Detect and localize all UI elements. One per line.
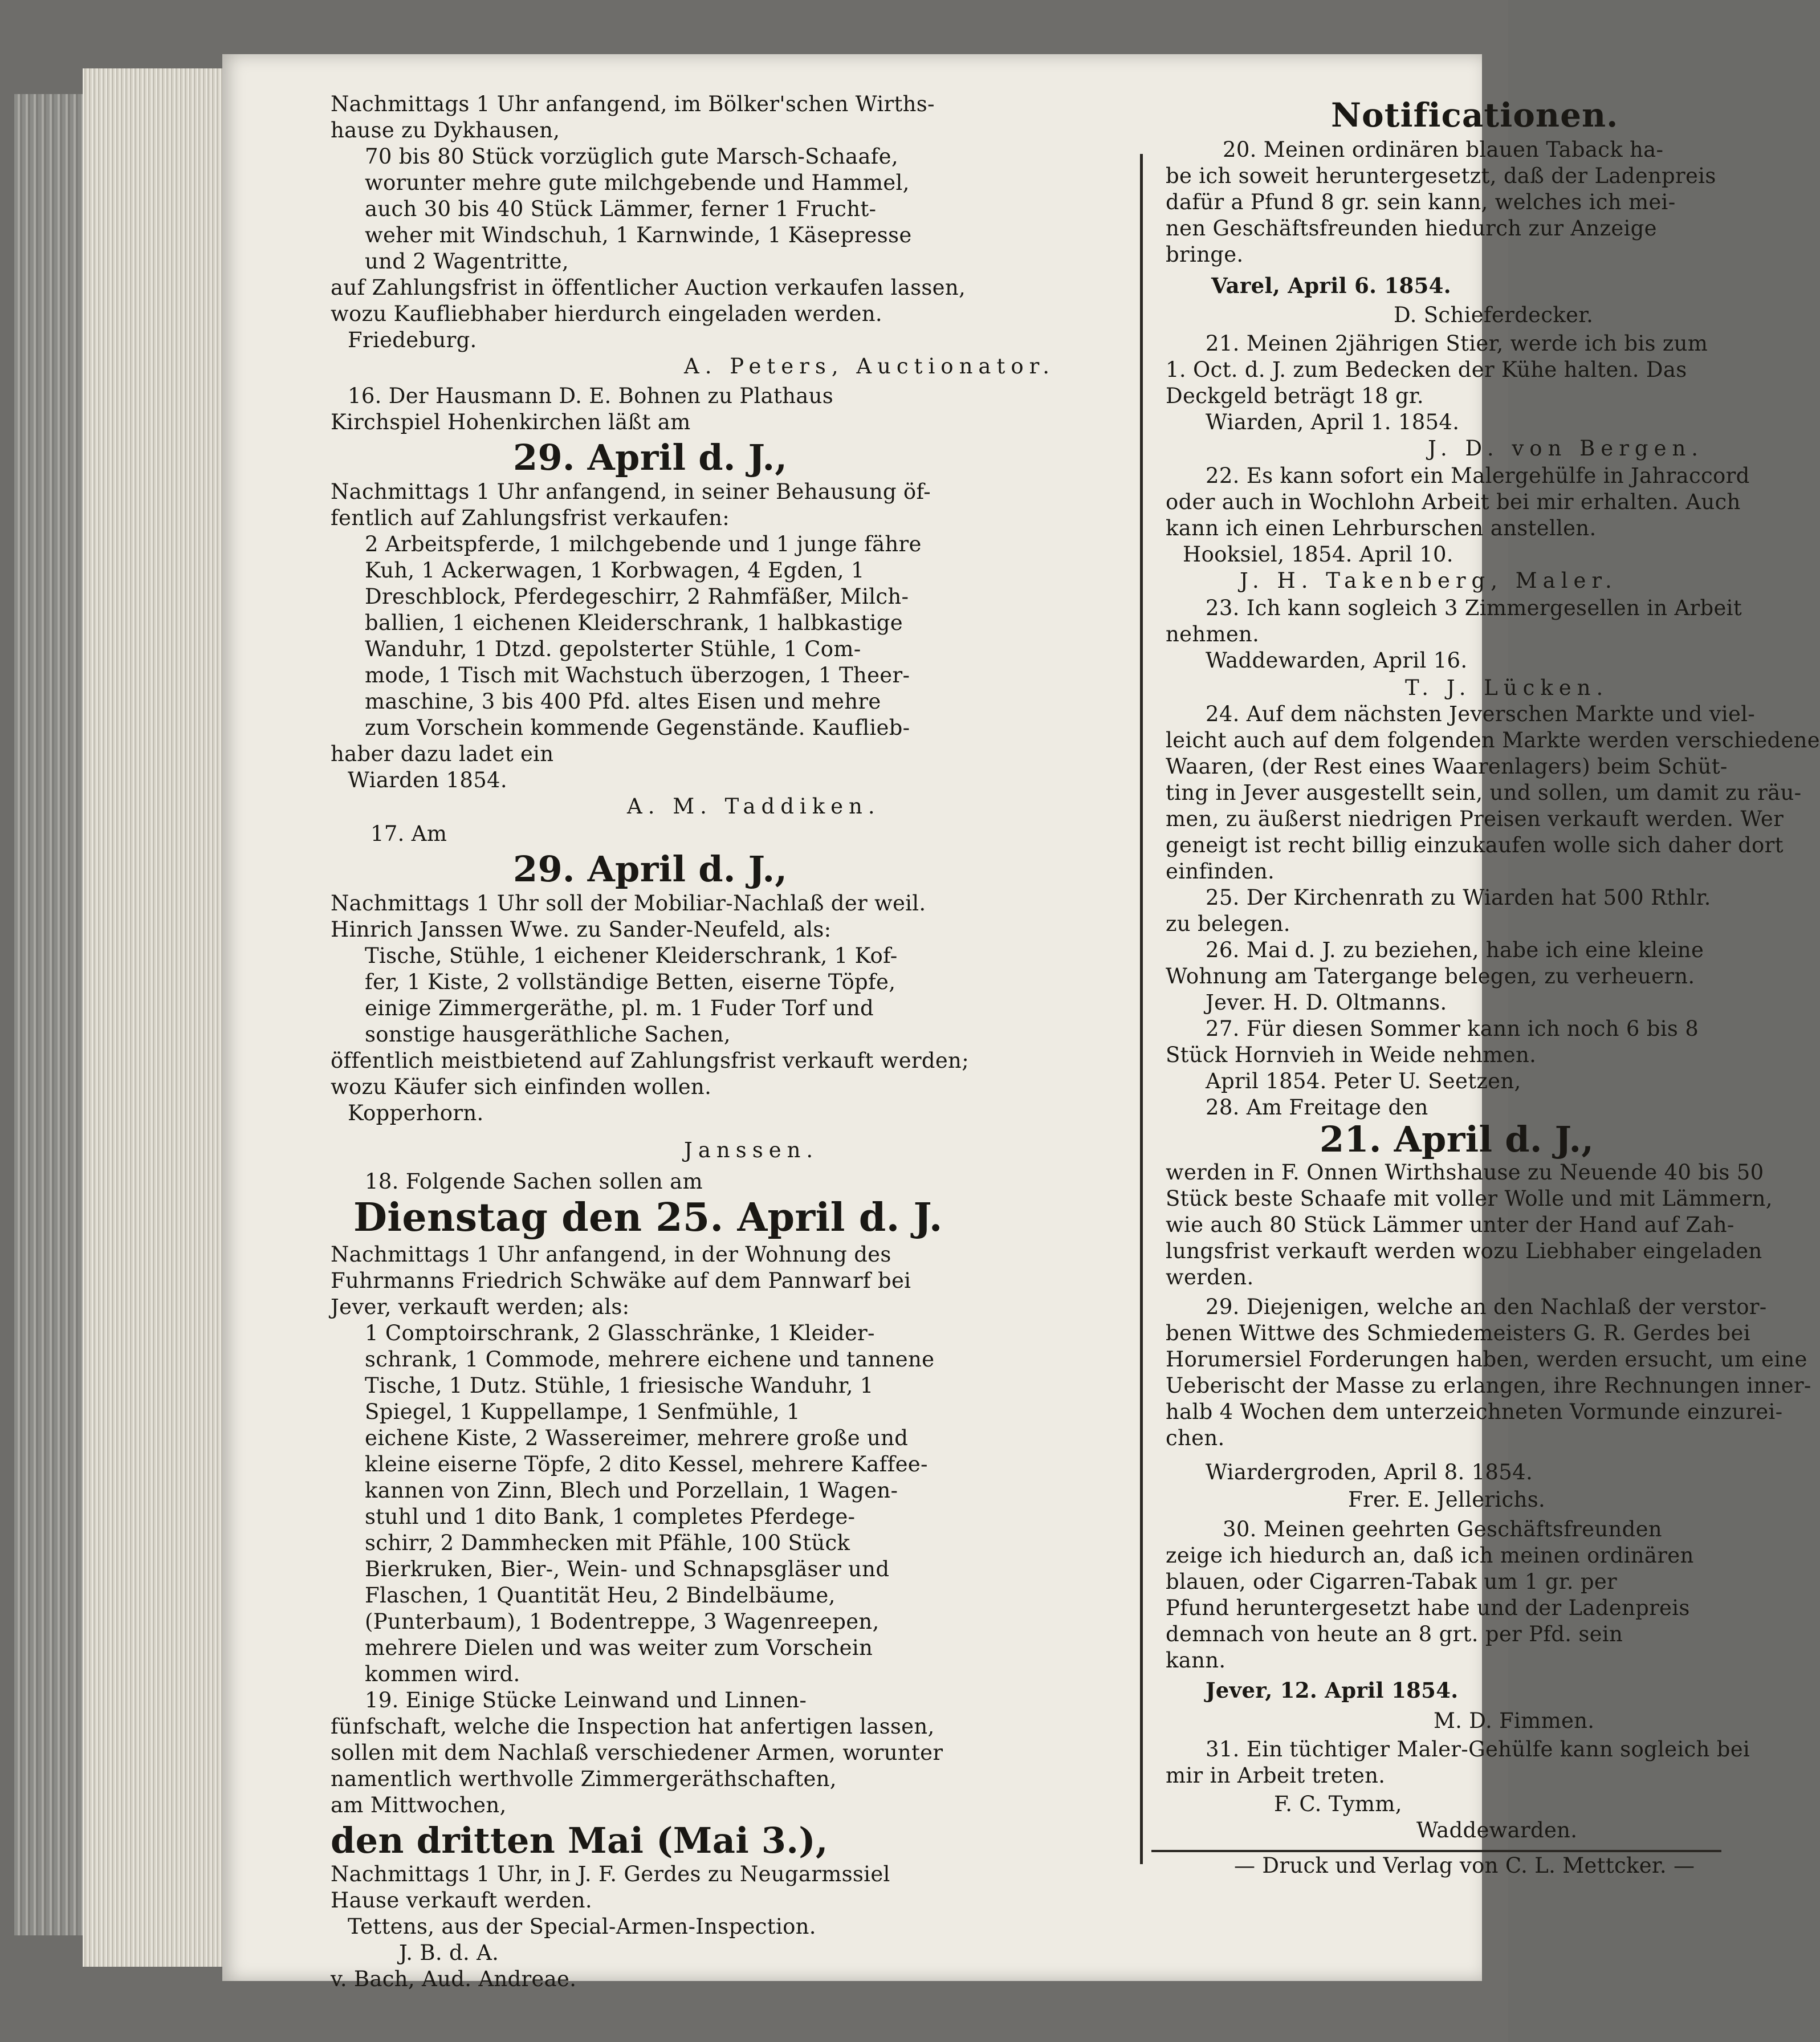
left_column-text-line: hause zu Dykhausen, bbox=[331, 118, 560, 143]
left_column-text-line: am Mittwochen, bbox=[331, 1793, 507, 1817]
left_column-text-line: ballien, 1 eichenen Kleiderschrank, 1 halbkastige bbox=[365, 611, 903, 635]
left_column-text-line: 17. Am bbox=[370, 821, 447, 846]
right_column-text-line: zu belegen. bbox=[1166, 912, 1290, 936]
right_column-text-line: nen Geschäftsfreunden hiedurch zur Anzeige bbox=[1166, 216, 1657, 241]
right_column-text-line: 21. Meinen 2jährigen Stier, werde ich bis zum bbox=[1206, 331, 1708, 356]
left_column-text-line: 2 Arbeitspferde, 1 milchgebende und 1 junge fähre bbox=[365, 532, 922, 556]
right_column-text-line: nehmen. bbox=[1166, 622, 1260, 646]
right_column-text-line: zeige ich hiedurch an, daß ich meinen ordinären bbox=[1166, 1543, 1694, 1568]
left_column-text-line: schirr, 2 Dammhecken mit Pfähle, 100 Stück bbox=[365, 1531, 850, 1555]
left_column-text-line: sollen mit dem Nachlaß verschiedener Armen, worunter bbox=[331, 1740, 943, 1765]
left_column-text-line: Kopperhorn. bbox=[348, 1101, 484, 1125]
left_column-text-line: kleine eiserne Töpfe, 2 dito Kessel, mehrere Kaffee- bbox=[365, 1452, 928, 1476]
right_column-text-line: Waaren, (der Rest eines Waarenlagers) beim Schüt- bbox=[1166, 754, 1728, 779]
left_column-text-line: zum Vorschein kommende Gegenstände. Kauflieb- bbox=[365, 715, 910, 740]
right_column-text-line: kann. bbox=[1166, 1648, 1226, 1673]
right_column-text-line: Deckgeld beträgt 18 gr. bbox=[1166, 384, 1424, 408]
right_column-text-line: J. D. von Bergen. bbox=[1428, 436, 1704, 461]
left_column-text-line: wozu Kaufliebhaber hierdurch eingeladen werden. bbox=[331, 302, 882, 326]
left_column-text-line: 18. Folgende Sachen sollen am bbox=[365, 1169, 703, 1194]
left_column-text-line: (Punterbaum), 1 Bodentreppe, 3 Wagenreepen, bbox=[365, 1609, 880, 1634]
right_column-text-line: einfinden. bbox=[1166, 859, 1275, 884]
left_column-text-line: haber dazu ladet ein bbox=[331, 742, 554, 766]
left_column-text-line: Nachmittags 1 Uhr, in J. F. Gerdes zu Neugarmssiel bbox=[331, 1862, 890, 1886]
left_column-text-line: kannen von Zinn, Blech und Porzellain, 1 Wagen- bbox=[365, 1478, 898, 1503]
left_column-text-line: Wanduhr, 1 Dtzd. gepolsterter Stühle, 1 Com- bbox=[365, 637, 861, 661]
right_column-text-line: benen Wittwe des Schmiedemeisters G. R. Gerdes bei bbox=[1166, 1321, 1750, 1345]
left_column-text-line: Friedeburg. bbox=[348, 328, 477, 352]
left_column-text-line: einige Zimmergeräthe, pl. m. 1 Fuder Torf und bbox=[365, 996, 874, 1020]
left_column-text-line: namentlich werthvolle Zimmergeräthschaften, bbox=[331, 1767, 837, 1791]
right_column-text-line: mir in Arbeit treten. bbox=[1166, 1763, 1386, 1788]
left_column-text-line: Hause verkauft werden. bbox=[331, 1888, 592, 1913]
left_column-text-line: Flaschen, 1 Quantität Heu, 2 Bindelbäume, bbox=[365, 1583, 836, 1608]
left_column-text-line: Tettens, aus der Special-Armen-Inspection. bbox=[348, 1914, 816, 1939]
right_column-text-line: ting in Jever ausgestellt sein, und sollen, um damit zu räu- bbox=[1166, 780, 1802, 805]
right_column-text-line: dafür a Pfund 8 gr. sein kann, welches ich mei- bbox=[1166, 190, 1676, 214]
left_column-text-line: Dreschblock, Pferdegeschirr, 2 Rahmfäßer, Milch- bbox=[365, 584, 909, 609]
right_column-text-line: Wohnung am Tatergange belegen, zu verheuern. bbox=[1166, 964, 1695, 989]
left_column-text-line: Bierkruken, Bier-, Wein- und Schnapsgläser und bbox=[365, 1557, 890, 1581]
left_column-text-line: 19. Einige Stücke Leinwand und Linnen- bbox=[365, 1688, 807, 1712]
left_column-text-line: Fuhrmanns Friedrich Schwäke auf dem Pannwarf bei bbox=[331, 1268, 911, 1293]
right_column-text-line: 1. Oct. d. J. zum Bedecken der Kühe halten. Das bbox=[1166, 357, 1687, 382]
right_column-text-line: 29. Diejenigen, welche an den Nachlaß der verstor- bbox=[1206, 1295, 1767, 1319]
right_column-text-line: Pfund heruntergesetzt habe und der Ladenpreis bbox=[1166, 1596, 1690, 1620]
right_column-text-line: wie auch 80 Stück Lämmer unter der Hand auf Zah- bbox=[1166, 1213, 1735, 1237]
left_column-text-line: Tische, Stühle, 1 eichener Kleiderschrank, 1 Kof- bbox=[365, 943, 898, 968]
left_column-text-line: den dritten Mai (Mai 3.), bbox=[331, 1820, 828, 1861]
left_column-text-line: 16. Der Hausmann D. E. Bohnen zu Plathaus bbox=[348, 384, 834, 408]
left_column-text-line: v. Bach, Aud. Andreae. bbox=[331, 1967, 577, 1991]
left_column-text-line: fünfschaft, welche die Inspection hat anfertigen lassen, bbox=[331, 1714, 935, 1739]
right_column-text-line: 25. Der Kirchenrath zu Wiarden hat 500 Rthlr. bbox=[1206, 885, 1711, 910]
left_column-text-line: Hinrich Janssen Wwe. zu Sander-Neufeld, als: bbox=[331, 917, 832, 942]
right_column-text-line: 23. Ich kann sogleich 3 Zimmergesellen in Arbeit bbox=[1206, 596, 1742, 620]
left_column-text-line: A. Peters, Auctionator. bbox=[684, 354, 1056, 379]
left_column-text-line: 1 Comptoirschrank, 2 Glasschränke, 1 Kleider- bbox=[365, 1321, 875, 1345]
left_column-text-line: weher mit Windschuh, 1 Karnwinde, 1 Käsepresse bbox=[365, 223, 912, 247]
right_column-text-line: men, zu äußerst niedrigen Preisen verkauft werden. Wer bbox=[1166, 807, 1784, 831]
right_column-text-line: 26. Mai d. J. zu beziehen, habe ich eine kleine bbox=[1206, 938, 1704, 962]
left_column-text-line: eichene Kiste, 2 Wassereimer, mehrere große und bbox=[365, 1426, 909, 1450]
newspaper-page bbox=[222, 54, 1820, 1991]
right_column-text-line: F. C. Tymm, bbox=[1274, 1792, 1402, 1816]
left_column-text-line: Nachmittags 1 Uhr anfangend, im Bölker'schen Wirths- bbox=[331, 92, 935, 116]
right_column-text-line: Jever. H. D. Oltmanns. bbox=[1206, 990, 1447, 1015]
right_column-text-line: M. D. Fimmen. bbox=[1434, 1709, 1595, 1733]
left_column-text-line: Nachmittags 1 Uhr anfangend, in der Wohnung des bbox=[331, 1242, 891, 1267]
right_column-text-line: D. Schieferdecker. bbox=[1394, 303, 1594, 327]
column-divider bbox=[1140, 154, 1143, 1864]
left_column-text-line: auf Zahlungsfrist in öffentlicher Auction verkaufen lassen, bbox=[331, 275, 966, 300]
left_column-text-line: stuhl und 1 dito Bank, 1 completes Pferdege- bbox=[365, 1504, 856, 1529]
right_column-text-line: werden. bbox=[1166, 1265, 1254, 1290]
left_column-text-line: öffentlich meistbietend auf Zahlungsfrist verkauft werden; bbox=[331, 1048, 969, 1073]
right_column-text-line: Stück Hornvieh in Weide nehmen. bbox=[1166, 1043, 1537, 1067]
right_column-text-line: 30. Meinen geehrten Geschäftsfreunden bbox=[1223, 1517, 1662, 1541]
right_column-text-line: Hooksiel, 1854. April 10. bbox=[1183, 542, 1453, 567]
right_column-text-line: Waddewarden, April 16. bbox=[1206, 648, 1468, 673]
right_column-text-line: Waddewarden. bbox=[1416, 1818, 1578, 1842]
right_column-text-line: Varel, April 6. 1854. bbox=[1211, 273, 1451, 298]
right_column-text-line: oder auch in Wochlohn Arbeit bei mir erhalten. Auch bbox=[1166, 490, 1741, 514]
left_column-text-line: Dienstag den 25. April d. J. bbox=[353, 1195, 943, 1240]
right_column-text-line: kann ich einen Lehrburschen anstellen. bbox=[1166, 516, 1597, 540]
right_column-text-line: Stück beste Schaafe mit voller Wolle und mit Lämmern, bbox=[1166, 1186, 1773, 1211]
left_column-text-line: Nachmittags 1 Uhr anfangend, in seiner Behausung öf- bbox=[331, 479, 931, 504]
right_column-text-line: Wiardergroden, April 8. 1854. bbox=[1206, 1460, 1533, 1484]
right_column-text-line: Wiarden, April 1. 1854. bbox=[1206, 410, 1460, 434]
footer-rule bbox=[1151, 1850, 1721, 1852]
left_column-text-line: Kirchspiel Hohenkirchen läßt am bbox=[331, 410, 691, 434]
left_column-text-line: wozu Käufer sich einfinden wollen. bbox=[331, 1075, 712, 1099]
right_column-text-line: chen. bbox=[1166, 1426, 1225, 1450]
right_column-text-line: blauen, oder Cigarren-Tabak um 1 gr. per bbox=[1166, 1569, 1617, 1594]
left_column-text-line: sonstige hausgeräthliche Sachen, bbox=[365, 1022, 731, 1047]
left_column-text-line: Spiegel, 1 Kuppellampe, 1 Senfmühle, 1 bbox=[365, 1400, 800, 1424]
right_column-text-line: April 1854. Peter U. Seetzen, bbox=[1206, 1069, 1521, 1093]
right_column-text-line: 27. Für diesen Sommer kann ich noch 6 bis 8 bbox=[1206, 1016, 1699, 1041]
right_column-text-line: 21. April d. J., bbox=[1320, 1118, 1594, 1160]
left_column-text-line: mehrere Dielen und was weiter zum Vorschein bbox=[365, 1636, 873, 1660]
right_column-text-line: Frer. E. Jellerichs. bbox=[1348, 1487, 1546, 1512]
right_column-text-line: Jever, 12. April 1854. bbox=[1206, 1678, 1459, 1703]
left_column-text-line: und 2 Wagentritte, bbox=[365, 249, 569, 274]
right_column-text-line: werden in F. Onnen Wirthshause zu Neuende 40 bis 50 bbox=[1166, 1160, 1764, 1185]
right_column-text-line: J. H. Takenberg, Maler. bbox=[1240, 568, 1618, 593]
left_column-text-line: 70 bis 80 Stück vorzüglich gute Marsch-Schaafe, bbox=[365, 144, 898, 169]
right_column-text-line: Horumersiel Forderungen haben, werden ersucht, um eine bbox=[1166, 1347, 1807, 1372]
left_column-text-line: schrank, 1 Commode, mehrere eichene und tannene bbox=[365, 1347, 935, 1372]
left_column-text-line: auch 30 bis 40 Stück Lämmer, ferner 1 Frucht- bbox=[365, 197, 877, 221]
left_column-text-line: Wiarden 1854. bbox=[348, 768, 507, 792]
left_column-text-line: worunter mehre gute milchgebende und Hammel, bbox=[365, 170, 910, 195]
book-spine bbox=[14, 94, 85, 1935]
right_column-text-line: 20. Meinen ordinären blauen Taback ha- bbox=[1223, 137, 1664, 162]
left_column-text-line: J. B. d. A. bbox=[399, 1941, 499, 1965]
left_column-text-line: fer, 1 Kiste, 2 vollständige Betten, eiserne Töpfe, bbox=[365, 970, 896, 994]
page-edges bbox=[83, 68, 225, 1967]
left_column-text-line: 29. April d. J., bbox=[513, 437, 788, 478]
right_column-text-line: geneigt ist recht billig einzukaufen wolle sich daher dort bbox=[1166, 833, 1784, 857]
right_column-text-line: halb 4 Wochen dem unterzeichneten Vormunde einzurei- bbox=[1166, 1400, 1783, 1424]
left_column-text-line: A. M. Taddiken. bbox=[627, 794, 881, 819]
right_column-text-line: 31. Ein tüchtiger Maler-Gehülfe kann sogleich bei bbox=[1206, 1737, 1750, 1762]
right_column-text-line: bringe. bbox=[1166, 242, 1244, 267]
right_column-text-line: be ich soweit heruntergesetzt, daß der Ladenpreis bbox=[1166, 164, 1716, 188]
left_column-text-line: Nachmittags 1 Uhr soll der Mobiliar-Nachlaß der weil. bbox=[331, 891, 926, 916]
right_column-text-line: — Druck und Verlag von C. L. Mettcker. — bbox=[1234, 1853, 1695, 1878]
left_column-text-line: Kuh, 1 Ackerwagen, 1 Korbwagen, 4 Egden, 1 bbox=[365, 558, 865, 583]
right_column-text-line: 28. Am Freitage den bbox=[1206, 1095, 1428, 1120]
right_column-text-line: lungsfrist verkauft werden wozu Liebhaber eingeladen bbox=[1166, 1239, 1762, 1263]
left_column-text-line: 29. April d. J., bbox=[513, 848, 788, 890]
right_column-text-line: Ueberischt der Masse zu erlangen, ihre Rechnungen inner- bbox=[1166, 1373, 1811, 1398]
left_column-text-line: Jever, verkauft werden; als: bbox=[331, 1295, 630, 1319]
right_column-text-line: T. J. Lücken. bbox=[1405, 676, 1609, 700]
right_column-text-line: demnach von heute an 8 grt. per Pfd. sein bbox=[1166, 1622, 1623, 1646]
left_column-text-line: Janssen. bbox=[684, 1138, 819, 1162]
right_column-text-line: 24. Auf dem nächsten Jeverschen Markte und viel- bbox=[1206, 702, 1756, 726]
left_column-text-line: Tische, 1 Dutz. Stühle, 1 friesische Wanduhr, 1 bbox=[365, 1373, 874, 1398]
right_column-text-line: leicht auch auf dem folgenden Markte werden verschiedene bbox=[1166, 728, 1820, 752]
left_column-text-line: maschine, 3 bis 400 Pfd. altes Eisen und mehre bbox=[365, 689, 881, 714]
left_column-text-line: fentlich auf Zahlungsfrist verkaufen: bbox=[331, 506, 730, 530]
right_column-text-line: Notificationen. bbox=[1331, 96, 1619, 135]
right_column-text-line: 22. Es kann sofort ein Malergehülfe in Jahraccord bbox=[1206, 463, 1750, 488]
left_column-text-line: kommen wird. bbox=[365, 1662, 520, 1686]
left_column-text-line: mode, 1 Tisch mit Wachstuch überzogen, 1 Theer- bbox=[365, 663, 910, 688]
